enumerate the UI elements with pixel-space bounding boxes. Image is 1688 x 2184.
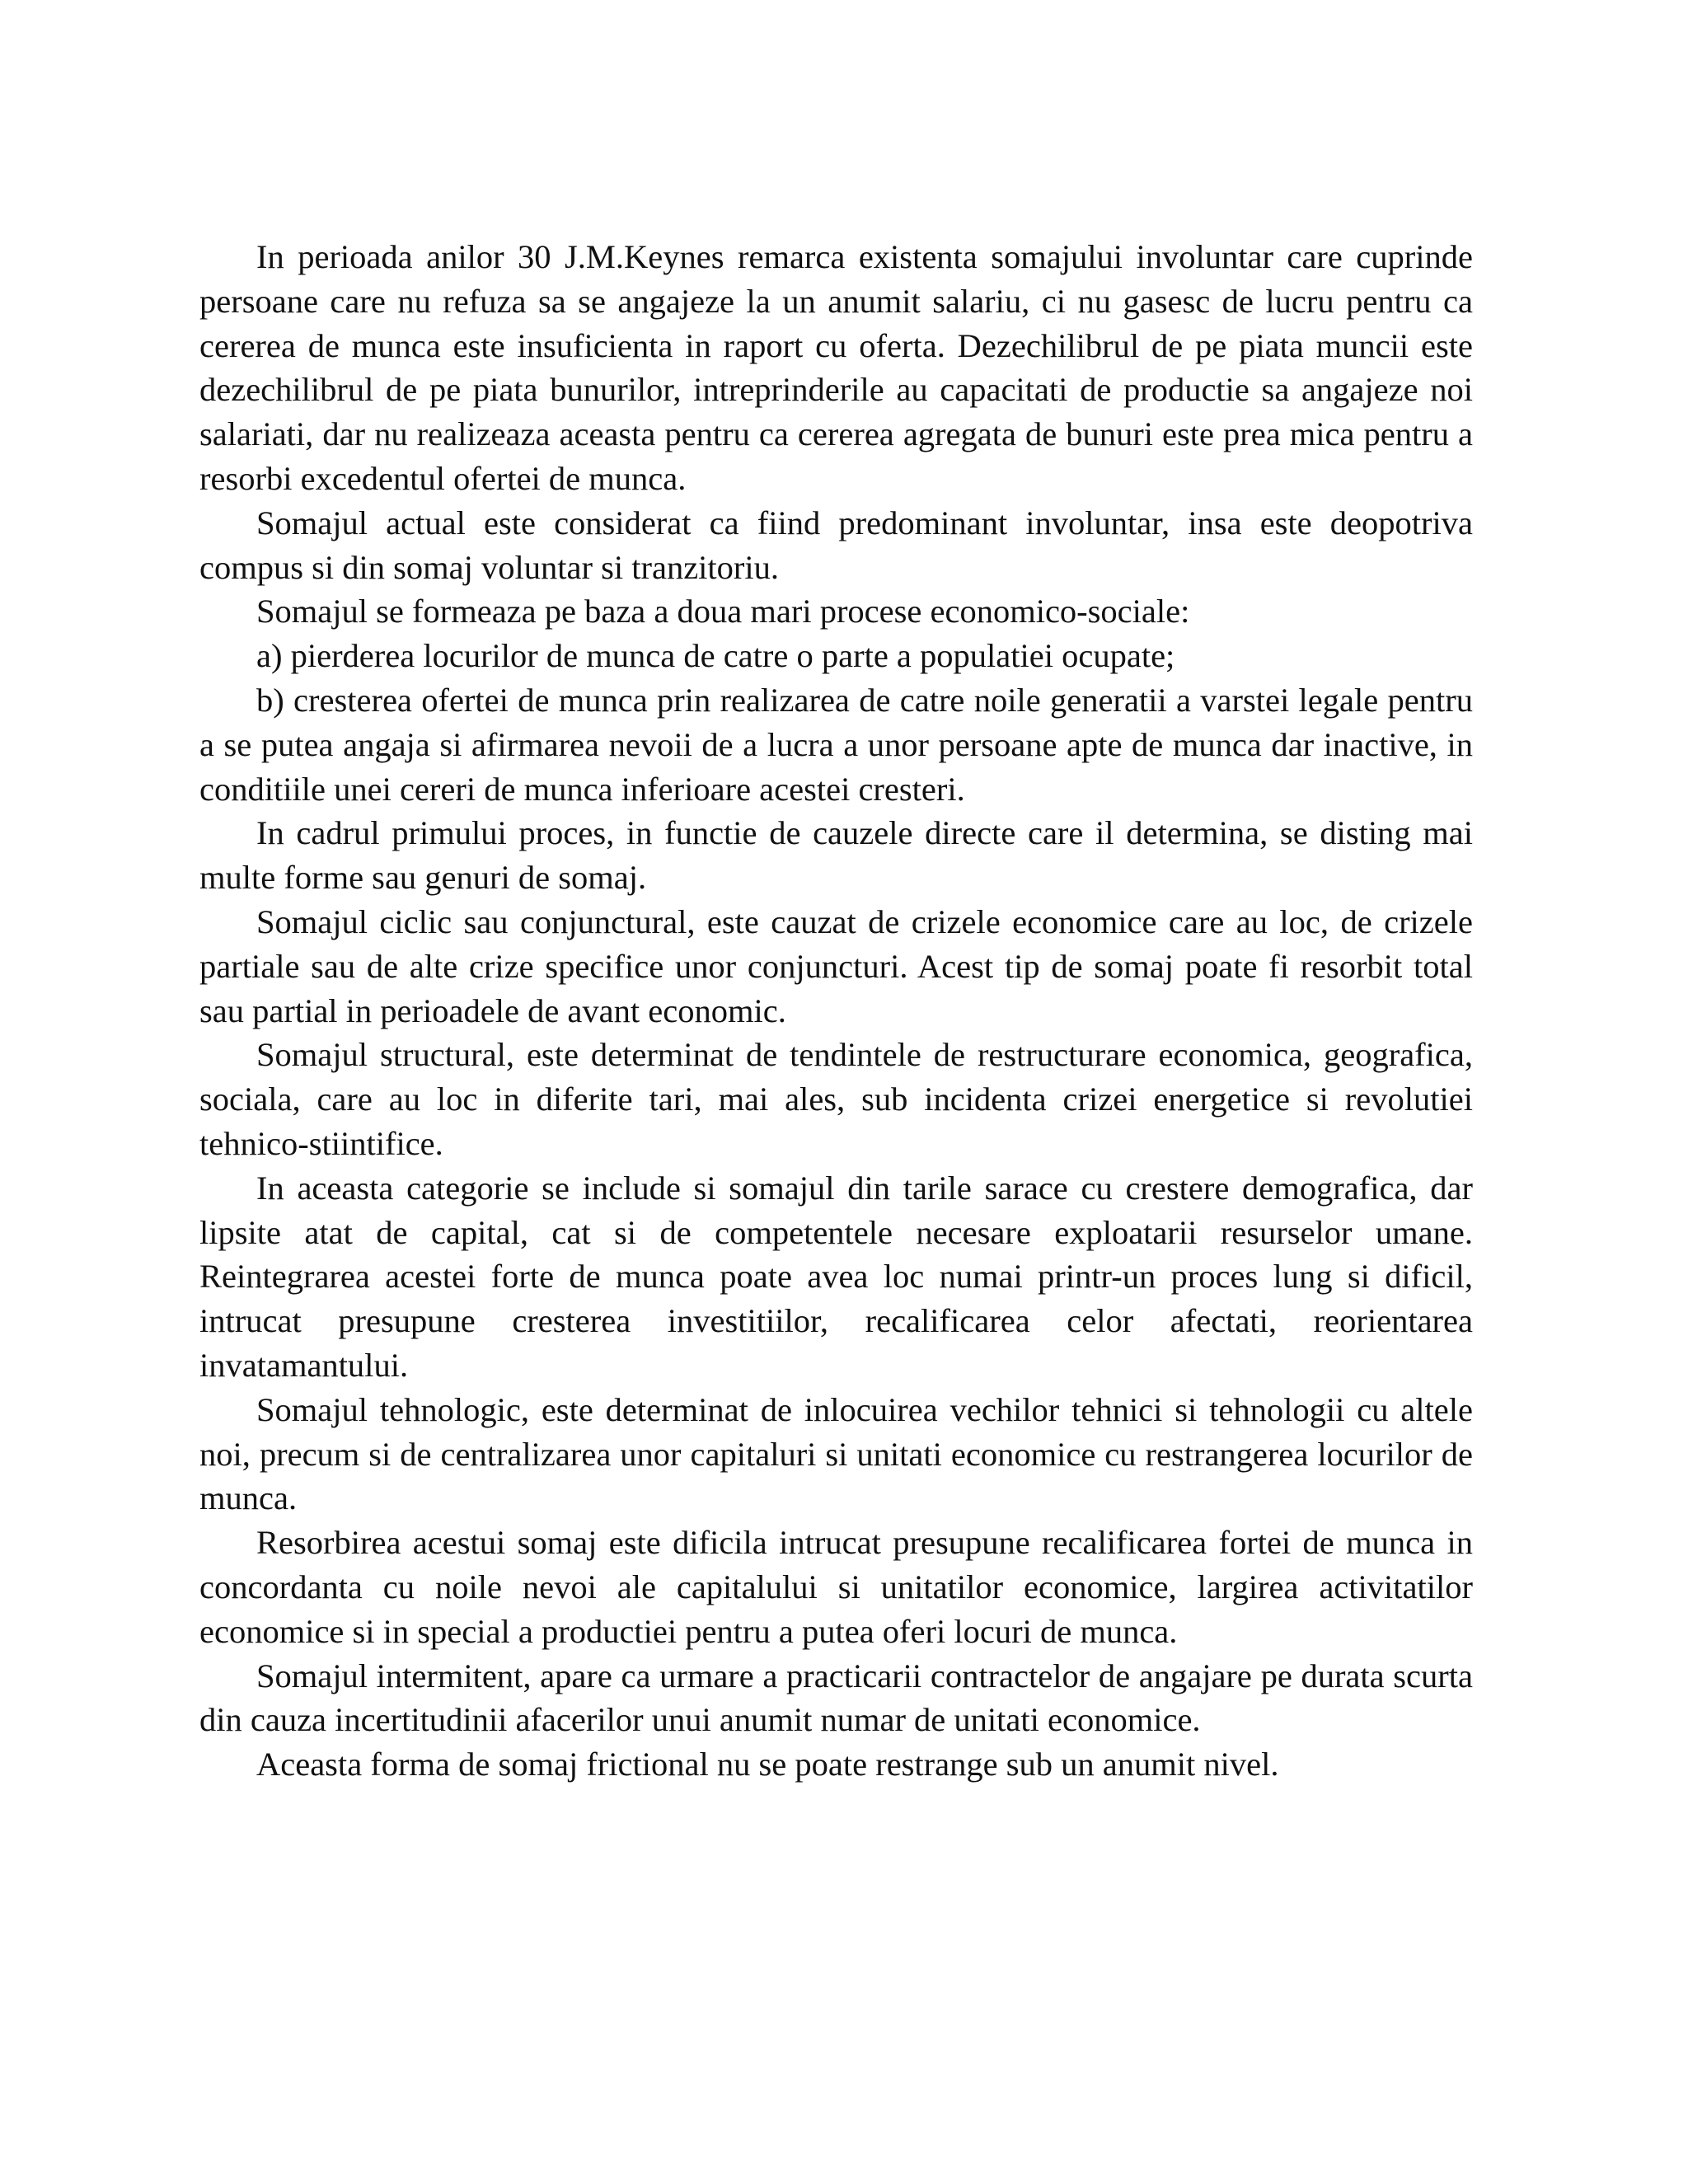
paragraph-cyclical-unemployment: Somajul ciclic sau conjunctural, este cauzat de crizele economice care au loc, de crizele partiale sau de alte crize specifice unor conjuncturi. Acest tip de somaj poate fi resorbit total sau partial in perioadele de avant economic. bbox=[199, 902, 1473, 1029]
paragraph-formation-processes: Somajul se formeaza pe baza a doua mari procese economico-sociale: bbox=[256, 593, 1190, 630]
paragraph-structural-unemployment: Somajul structural, este determinat de tendintele de restructurare economica, geografica, sociala, care au loc in diferite tari, mai ales, sub incidenta crizei energetice si revolutiei tehnico-stiintifice. bbox=[199, 1036, 1473, 1162]
list-item-b: b) cresterea ofertei de munca prin realizarea de catre noile generatii a varstei legale pentru a se putea angaja si afirmarea nevoii de a lucra a unor persoane apte de munca dar inactive, in conditiile unei cereri de munca inferioare acestei cresteri. bbox=[199, 681, 1473, 808]
paragraph-keynes-involuntary-unemployment: In perioada anilor 30 J.M.Keynes remarca existenta somajului involuntar care cuprinde persoane care nu refuza sa se angajeze la un anumit salariu, ci nu gasesc de lucru pentru ca cererea de munca este insuficienta in raport cu oferta. Dezechilibrul de pe piata muncii este dezechilibrul de pe piata bunurilor, intreprinderile au capacitati de productie sa angajeze noi salariati, dar nu realizeaza aceasta pentru ca cererea agregata de bunuri este prea mica pentru a resorbi excedentul ofertei de munca. bbox=[199, 238, 1473, 497]
paragraph-resorption: Resorbirea acestui somaj este dificila intrucat presupune recalificarea fortei de munca in concordanta cu noile nevoi ale capitalului si unitatilor economice, largirea activitatilor economice si in special a productiei pentru a putea oferi locuri de munca. bbox=[199, 1524, 1473, 1650]
paragraph-poor-countries: In aceasta categorie se include si somajul din tarile sarace cu crestere demografica, dar lipsite atat de capital, cat si de competentele necesare exploatarii resurselor umane. Reintegrarea acestei forte de munca poate avea loc numai printr-un proces lung si dificil, intrucat presupune cresterea investitiilor, recalificarea celor afectati, reorientarea invatamantului. bbox=[199, 1169, 1473, 1384]
paragraph-technological-unemployment: Somajul tehnologic, este determinat de inlocuirea vechilor tehnici si tehnologii cu altele noi, precum si de centralizarea unor capitaluri si unitati economice cu restrangerea locurilor de munca. bbox=[199, 1390, 1473, 1517]
paragraph-first-process: In cadrul primului proces, in functie de cauzele directe care il determina, se disting mai multe forme sau genuri de somaj. bbox=[199, 814, 1473, 897]
document-page bbox=[199, 235, 1473, 1787]
paragraph-intermittent-unemployment: Somajul intermitent, apare ca urmare a practicarii contractelor de angajare pe durata scurta din cauza incertitudinii afacerilor unui anumit numar de unitati economice. bbox=[199, 1657, 1473, 1739]
paragraph-current-unemployment: Somajul actual este considerat ca fiind predominant involuntar, insa este deopotriva compus si din somaj voluntar si tranzitoriu. bbox=[199, 504, 1473, 586]
list-item-a: a) pierderea locurilor de munca de catre o parte a populatiei ocupate; bbox=[256, 637, 1175, 675]
paragraph-frictional-unemployment: Aceasta forma de somaj frictional nu se poate restrange sub un anumit nivel. bbox=[256, 1746, 1279, 1783]
